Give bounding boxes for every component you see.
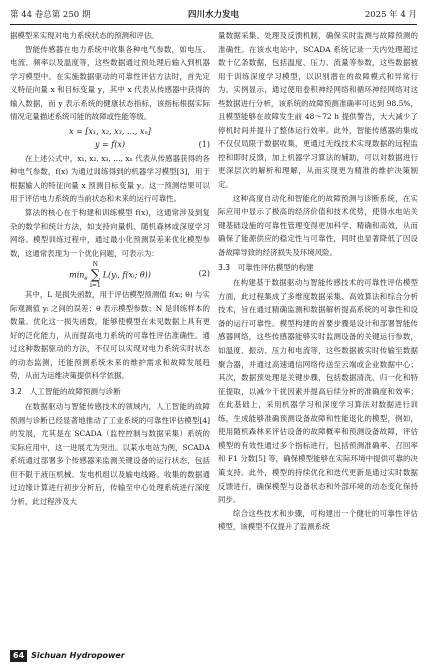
paragraph: 综合这些技术和步骤，可构建出一个健壮的可靠性评估模型，该模型不仅提升了监测系统 — [218, 508, 418, 532]
page-number: 64 — [10, 650, 27, 662]
left-column — [10, 29, 210, 508]
equation-line: x = [x₁, x₂, x₃, …, xₙ] — [69, 126, 151, 136]
paragraph: 在构建基于数据驱动与智能传感技术的可靠性评估模型方面，此过程集成了多维度数据采集、高效算法和综合分析技术，旨在通过精确监测和数据解析提高系统的可靠性和设备的运行可靠性。模型构建的首要步骤是设计和部署智能传感器网络，这些传感器能够实时监测设备的关键运行参数，如温度、振动、压力和电流等，这些数据被实时传输至数据聚合器，并通过高速通信网络传送至云端或企业数据中心；其次，数据预处理是关键步骤，包括数据清洗、归一化和特征提取，以减少干扰因素并提高后续分析的准确度和效率；在此基础上，采用机器学习和深度学习算法对数据进行训练，生成能够准确预测设备故障和性能退化的模型，例如，使用随机森林来评估设备的故障概率和预测设备故障，评估模型的有效性通过多个指标进行，包括预测准确率、召回率和 F1 分数[5] 等，确保模型能够在实际环境中提供可靠的决策支持。此外，模型的持续优化和迭代更新是通过实时数据反馈进行，确保模型与设备状态和外部环境的动态变化保持同步。 — [218, 278, 418, 505]
paragraph: 量数据采集、处理及反馈机制，确保实时监测与故障预测的准确性。在该水电站中，SCADA 系统记录一天内处理超过数十亿条数据，包括温度、压力、流量等参数，这些数据被用于训练深度学习模型，以识别潜在的故障模式和异常行为。实例显示，通过使用卷积神经网络和循环神经网络对这些数据进行分析，该系统的故障预测准确率可达到 98.5%，且模型能够在故障发生前 48～72 h 提供警告，大大减少了停机时间并提升了整体运行效率。此外，智能传感器的集成不仅仅局限于数据收集，更通过无线技术实现数据的远程监控和即时反馈，加上机器学习算法的辅助，可以对数据进行更深层次的解析和理解，从而实现更为精准的维护决策制定。 — [218, 31, 418, 190]
equation-body: L(yᵢ, f(xᵢ; θ)) — [102, 270, 151, 280]
equation-1 — [10, 125, 210, 151]
journal-title: 四川水力发电 — [187, 10, 239, 20]
section-heading: 3.2 人工智能的故障预测与诊断 — [10, 387, 121, 397]
paragraph: 在上述公式中，x₁, x₂, x₃, …, xₙ 代表从传感器获得的各种电气参数，f(x) 为通过训练得到的机器学习模型[3]，用于根据输入的特征向量 x 预测目标变量 y。这一预测结果可以用于评估电力系统的当前状态和未来的运行可靠性。 — [10, 153, 210, 204]
journal-name-en: Sichuan Hydropower — [31, 651, 125, 660]
equation-line: y = f(x) — [94, 139, 126, 149]
page-footer — [10, 650, 125, 662]
paragraph: 在数据驱动与智能传感技术的领域内，人工智能的故障预测与诊断已经显著地推动了工业系统的可靠性评估模型[4]的发展，尤其是在 SCADA（监控控制与数据采集）系统的实际应用中，这一进展尤为突出。以某水电站为例，SCADA 系统通过部署多个传感器来监测关键设备的运行状态，包括但不限于液压机械、发电机组以及输电线路。收集的数据通过边缘计算进行初步分析后，传输至中心处理系统进行深度分析，此过程涉及大 — [10, 402, 210, 506]
equation-number: (1) — [198, 139, 210, 149]
header-rule — [10, 24, 417, 25]
sum-upper: N — [92, 261, 98, 269]
equation-number: (2) — [198, 269, 210, 279]
sigma-icon: ∑ — [90, 268, 100, 284]
running-header — [10, 8, 417, 22]
issue-date: 2025 年 4 月 — [364, 10, 417, 20]
equation-2 — [10, 261, 210, 290]
section-heading: 3.3 可靠性评估模型的构建 — [218, 263, 314, 273]
summation-symbol — [90, 261, 101, 290]
paragraph: 其中，L 是损失函数，用于评估模型预测值 f(xᵢ; θ) 与实际观测值 yᵢ 之间的误差；θ 表示模型参数；N 是训练样本的数量。优化这一损失函数，能够使模型在未见数据上具有更好的泛化能力，从而提高电力系统的可靠性评估准确性。通过这种数据驱动的方法，不仅可以实现对电力系统实时状态的动态监测，还能预测系统未来的维护需求和故障发展趋势，从而为运维决策提供科学依据。 — [10, 290, 210, 381]
right-column — [218, 29, 418, 534]
paragraph: 据模型来实现对电力系统状态的预测和评估。 — [10, 31, 159, 40]
paragraph: 算法的核心在于构建和训练模型 f(x)，这通常涉及到复杂的数学和统计方法，如支持向量机、随机森林或深度学习网络。模型训练过程中，通过最小化预测误差来优化模型参数，这通常表现为一个优化问题，可表示为： — [10, 208, 210, 258]
sum-lower: i=1 — [89, 282, 101, 290]
paragraph: 智能传感器在电力系统中收集各种电气参数，如电压、电流、频率以及温度等，这些数据通过预处理后输入到机器学习模型中。在实施数据驱动的可靠性评估方法时，首先定义特征向量 x 和目标变量 y，其中 x 代表从传感器中获得的输入数据，而 y 表示系统的健康状态指标，该指标根据实际情况定量描述系统可能的故障或性能等级。 — [10, 44, 210, 122]
paragraph: 这种高度自动化和智能化的故障预测与诊断系统，在实际应用中显示了极高的经济价值和技术优势，使得水电站关键基础设施的可靠性管理变得更加科学、精确和高效，从而确保了能源供应的稳定性与可靠性，同时也显著降低了因设备故障导致的经济损失及环境风险。 — [218, 193, 418, 257]
equation-min: min — [69, 270, 85, 280]
volume-info: 第 44 卷总第 250 期 — [10, 10, 91, 20]
equation-min-sub: θ — [84, 276, 88, 283]
